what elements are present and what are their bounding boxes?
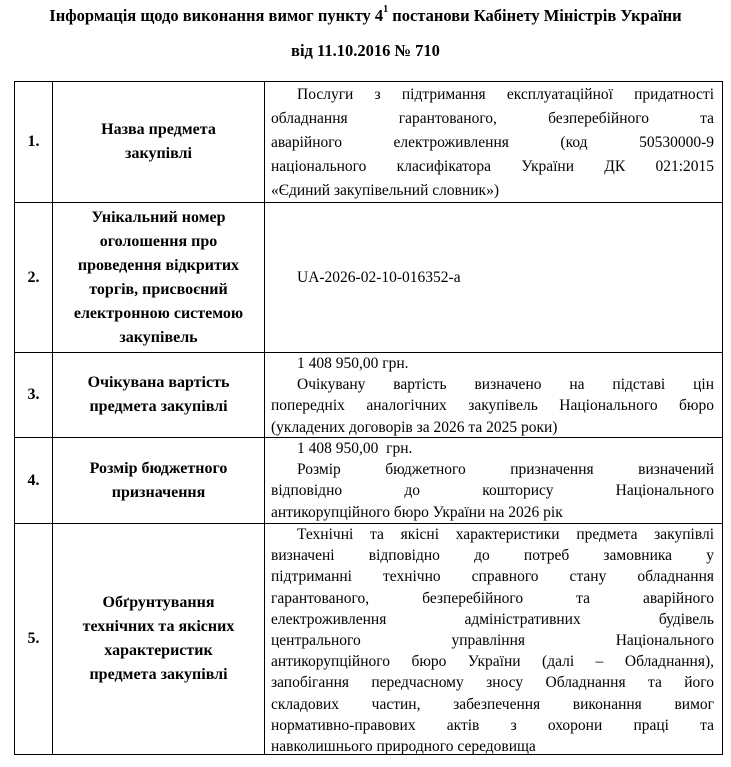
label-line: предмета закупівлі xyxy=(89,666,228,683)
title-superscript: 1 xyxy=(383,4,389,15)
budget-amount: 1 408 950,00 грн. xyxy=(297,440,413,457)
row-number: 2. xyxy=(15,203,53,352)
row-label xyxy=(53,438,265,523)
content-line: Технічні та якісні характеристики предмета закупівлі xyxy=(297,526,714,543)
table-row-3 xyxy=(15,353,722,438)
label-line: Назва предмета xyxy=(101,121,216,138)
title-text: Інформація щодо виконання вимог пункту 4 xyxy=(49,6,384,25)
label-line: Унікальний номер xyxy=(91,208,226,226)
label-line: Обґрунтування xyxy=(102,594,215,611)
row-content xyxy=(265,438,722,523)
label-line: предмета закупівлі xyxy=(89,398,228,415)
content-line: Розмір бюджетного призначення визначений xyxy=(297,461,714,479)
content-line: запобігання передчасному зносу Обладнання та його xyxy=(271,674,714,692)
content-line: «Єдиний закупівельний словник») xyxy=(271,182,499,199)
row-content xyxy=(265,524,722,754)
content-line: навколишнього природного середовища xyxy=(271,738,536,756)
row-label xyxy=(53,524,265,754)
row-number: 5. xyxy=(15,524,53,754)
label-line: закупівель xyxy=(119,328,198,346)
row-label xyxy=(53,353,265,437)
content-line: електроживлення адміністративних будівель xyxy=(271,610,714,628)
content-line: нормативно-правових актів з охорони праці та xyxy=(271,716,714,734)
row-number: 1. xyxy=(15,82,53,202)
row-content xyxy=(265,82,722,202)
row-label xyxy=(53,82,265,202)
label-line: технічних та якісних xyxy=(82,618,235,635)
label-line: закупівлі xyxy=(125,145,192,162)
content-line: гарантованого, безперебійного та аварійного xyxy=(271,589,714,607)
content-line: національного класифікатора України ДК 021:2015 xyxy=(271,158,714,175)
content-line: Послуги з підтримання експлуатаційної придатності xyxy=(297,86,714,103)
title-text-end: постанови Кабінету Міністрів України xyxy=(388,6,682,25)
content-line: аварійного електроживлення (код 50530000-9 xyxy=(271,134,714,151)
content-line: визначені відповідно до потреб замовника у xyxy=(271,547,714,565)
content-line: обладнання гарантованого, безперебійного та xyxy=(271,110,714,127)
label-line: електронною системою xyxy=(73,304,244,322)
row-number: 3. xyxy=(15,353,53,437)
expected-cost: 1 408 950,00 грн. xyxy=(297,355,409,372)
content-line: (укладених договорів за 2026 та 2025 роки) xyxy=(271,418,558,436)
label-line: Очікувана вартість xyxy=(87,374,230,391)
label-line: торгів, присвоєний xyxy=(89,280,228,298)
table-row-5 xyxy=(15,524,722,754)
content-line: антикорупційного бюро України на 2026 рік xyxy=(271,503,563,521)
content-line: антикорупційного бюро України (далі – Обладнання), xyxy=(271,653,714,671)
label-line: характеристик xyxy=(104,642,213,659)
document-title xyxy=(0,6,731,26)
label-line: проведення відкритих xyxy=(77,256,240,274)
content-line: центрального управління Національного xyxy=(271,632,714,650)
content-line: попередніх аналогічних закупівель Національного бюро xyxy=(271,397,714,415)
row-label xyxy=(53,203,265,352)
procurement-id: UA-2026-02-10-016352-a xyxy=(297,268,461,286)
row-content xyxy=(265,203,722,352)
content-line: відповідно до кошторису Національного xyxy=(271,482,714,500)
content-line: підтриманні технічно справного стану обладнання xyxy=(271,568,714,586)
content-line: складових частин, забезпечення виконання вимог xyxy=(271,695,714,713)
label-line: призначення xyxy=(111,483,206,501)
table-row-4 xyxy=(15,438,722,524)
row-number: 4. xyxy=(15,438,53,523)
table-row-2 xyxy=(15,203,722,353)
label-line: оголошення про xyxy=(99,232,218,250)
info-table xyxy=(14,81,723,755)
row-content xyxy=(265,353,722,437)
label-line: Розмір бюджетного xyxy=(89,459,228,477)
table-row-1 xyxy=(15,82,722,203)
document-subtitle: від 11.10.2016 № 710 xyxy=(291,41,440,60)
content-line: Очікувану вартість визначено на підставі цін xyxy=(297,376,714,394)
